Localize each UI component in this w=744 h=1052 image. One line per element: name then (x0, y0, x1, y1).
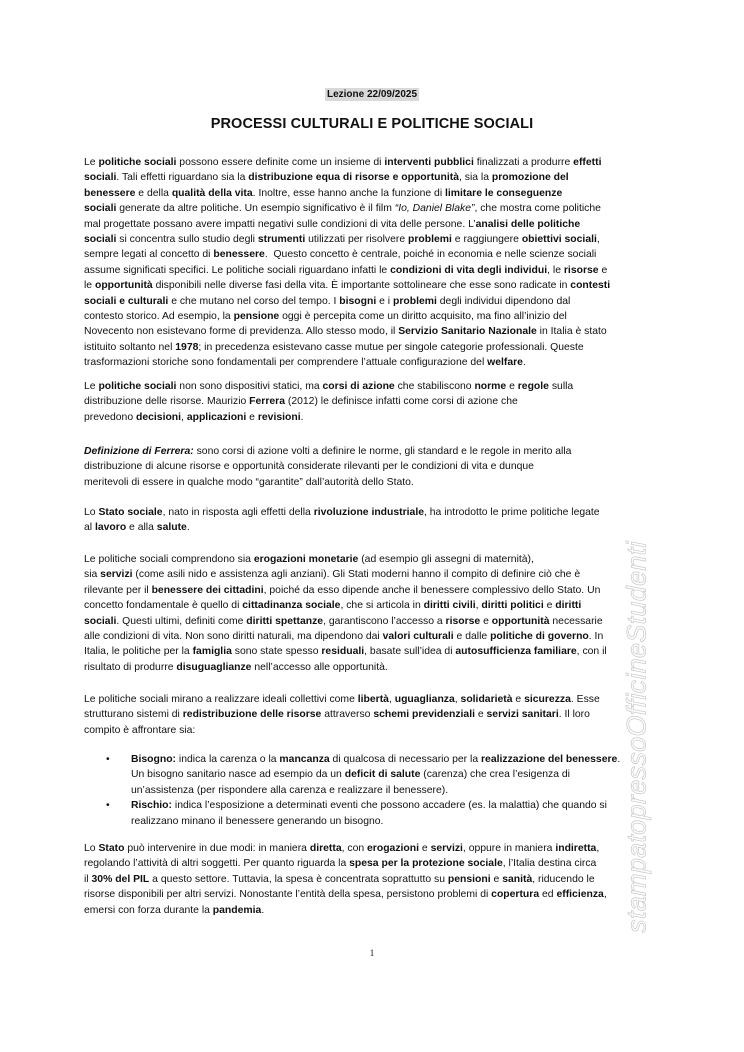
plain-text: distribuzione di alcune risorse e opportunità considerate rilevanti per le condizioni di vita e dunque (84, 461, 534, 473)
text-line (84, 309, 664, 324)
bold-text: spesa per la protezione sociale (349, 858, 503, 870)
bold-text: famiglia (192, 646, 232, 658)
bold-text: Stato sociale (98, 507, 163, 518)
bold-text: sociali (84, 233, 117, 245)
text-line (84, 394, 664, 409)
plain-text: sulla (548, 381, 574, 392)
bold-text: copertura (491, 889, 540, 901)
lesson-date-text: Lezione 22/09/2025 (326, 89, 418, 100)
bold-text: erogazioni monetarie (253, 554, 359, 565)
bold-text: bisogni (339, 295, 377, 307)
plain-text: , le (547, 264, 564, 276)
bullet-icon: • (106, 800, 110, 812)
bold-text: diritti politici (481, 600, 544, 612)
plain-text: trasformazioni storiche sono fondamentali per comprendere l’attuale configurazione del (84, 357, 488, 369)
bold-text: redistribuzione delle risorse (182, 709, 322, 721)
bold-text: benessere dei cittadini (151, 584, 264, 596)
plain-text: compito è affrontare sia: (84, 724, 196, 736)
plain-text: , ha introdotto le prime politiche legate (424, 507, 600, 518)
bold-text: salute (156, 522, 187, 534)
plain-text: di qualcosa di necessario per la (329, 754, 482, 765)
text-line (84, 170, 664, 185)
bold-text: Servizio Sanitario Nazionale (398, 326, 537, 338)
bold-text: uguaglianza (394, 694, 455, 705)
plain-text: Italia, le politiche per la (84, 646, 193, 658)
plain-text: indica l’esposizione a determinati eventi che possono accadere (es. la malattia) che quando si (172, 800, 607, 812)
bold-text: welfare (487, 357, 523, 369)
text-line (84, 201, 664, 216)
bold-text: schemi previdenziali (373, 709, 475, 721)
plain-text: rilevante per il (84, 584, 152, 596)
bold-text: valori culturali (382, 630, 454, 642)
text-line (84, 410, 664, 425)
text-line (84, 567, 664, 582)
plain-text: e (419, 843, 431, 854)
bold-text: interventi pubblici (384, 157, 474, 168)
plain-text: , con il (576, 646, 607, 658)
plain-text: e i (376, 295, 393, 307)
bold-text: opportunità (491, 615, 550, 627)
plain-text: e (506, 381, 518, 392)
list-item (106, 798, 666, 829)
text-line (84, 324, 664, 339)
plain-text: Le politiche sociali comprendono sia (84, 554, 254, 565)
text-line (84, 186, 664, 201)
paragraph-definizione-ferrera (84, 444, 664, 490)
plain-text: risorse disponibili per altri servizi. Nonostante l’entità della spesa, persistono problemi di (84, 889, 492, 901)
plain-text: a questo settore. Tuttavia, la spesa è concentrata soprattutto su (149, 873, 448, 885)
plain-text: , (181, 411, 187, 423)
plain-text: , sia la (458, 172, 492, 184)
plain-text: , con (341, 843, 368, 854)
bold-text: pensione (233, 310, 280, 322)
plain-text: Lo (84, 507, 99, 518)
plain-text: . In (588, 630, 604, 642)
bold-text: qualità della vita (171, 187, 253, 199)
paragraph-intro (84, 155, 664, 370)
plain-text: e (512, 694, 525, 705)
plain-text: , poiché da esso dipende anche il benessere complessivo dello Stato. Un (263, 584, 601, 596)
bold-text: sociali e culturali (84, 295, 169, 307)
plain-text: e (474, 709, 487, 721)
plain-text: Novecento non esistevano forme di previdenza. Allo stesso modo, il (84, 326, 399, 338)
plain-text: istituito soltanto nel (84, 341, 176, 353)
bold-text: problemi (392, 295, 437, 307)
bold-text: analisi delle politiche (475, 218, 581, 230)
bold-text: contesti (570, 280, 611, 292)
bold-text: servizi (100, 569, 133, 581)
plain-text: utilizzati per risolvere (305, 233, 409, 245)
bold-text: sociali (84, 172, 117, 184)
bold-text: obiettivi sociali (521, 233, 597, 245)
text-line (84, 723, 664, 738)
plain-text: degli individui dipendono dal (436, 295, 571, 307)
bold-text: residuali (321, 646, 365, 658)
italic-text: “Io, Daniel Blake” (394, 203, 475, 215)
text-line (131, 783, 666, 798)
text-line (84, 278, 664, 293)
plain-text: , (603, 889, 607, 901)
bold-text: regole (517, 381, 549, 392)
bold-text: diretta (309, 843, 342, 854)
plain-text: (carenza) che crea l’esigenza di (420, 769, 570, 781)
bold-text: deficit di salute (344, 769, 421, 781)
paragraph-stato-sociale (84, 505, 664, 536)
plain-text: meritevoli di essere in qualche modo “garantite” dall’autorità dello Stato. (84, 476, 414, 488)
text-line (84, 444, 664, 459)
text-line (84, 263, 664, 278)
plain-text: alle condizioni di vita. Non sono diritti naturali, ma dipendono dai (84, 630, 383, 642)
plain-text: al (84, 522, 95, 534)
plain-text: mal progettate possano avere impatti negativi sulle condizioni di vita delle persone. L’ (84, 218, 476, 230)
text-line (131, 814, 666, 829)
list-item (106, 752, 666, 798)
plain-text: e della (135, 187, 172, 199)
bold-text: risorse (445, 615, 481, 627)
bold-italic-text: Definizione di Ferrera: (84, 446, 194, 457)
plain-text: e (543, 600, 556, 612)
plain-text: risultato di produrre (84, 661, 177, 673)
bold-text: lavoro (94, 522, 127, 534)
page-number: 1 (369, 948, 375, 958)
plain-text: e dalle (453, 630, 491, 642)
plain-text: Le politiche sociali mirano a realizzare ideali collettivi come (84, 694, 358, 705)
plain-text: . Tali effetti riguardano sia la (116, 172, 249, 184)
plain-text: , garantiscono l’accesso a (323, 615, 446, 627)
bold-text: 30% del PIL (91, 873, 150, 885)
text-line (84, 459, 664, 474)
text-line (84, 232, 664, 247)
bold-text: solidarietà (460, 694, 513, 705)
bold-text: applicazioni (186, 411, 247, 423)
text-line (84, 598, 664, 613)
plain-text: e (480, 615, 492, 627)
text-line (131, 767, 666, 782)
bold-text: autosufficienza familiare (455, 646, 577, 658)
bold-text: sanità (502, 873, 533, 885)
plain-text: non sono dispositivi statici, ma (176, 381, 323, 392)
plain-text: . Questi ultimi, definiti come (116, 615, 247, 627)
plain-text: e raggiungere (451, 233, 522, 245)
plain-text: sia (84, 569, 101, 581)
text-line (84, 856, 664, 871)
plain-text: prevedono (84, 411, 136, 423)
plain-text: , (475, 600, 482, 612)
plain-text: possono essere definite come un insieme di (176, 157, 385, 168)
plain-text: necessarie (549, 615, 603, 627)
paragraph-intervento-stato (84, 841, 664, 918)
text-line (84, 692, 664, 707)
text-line (84, 841, 664, 856)
text-line (84, 247, 664, 262)
plain-text: , basate sull’idea di (364, 646, 456, 658)
plain-text: concetto fondamentale è quello di (84, 600, 243, 612)
plain-text: , oppure in maniera (462, 843, 556, 854)
text-line (84, 552, 664, 567)
bold-text: benessere (213, 249, 265, 261)
plain-text: e (490, 873, 503, 885)
plain-text: (ad esempio gli assegni di maternità), (358, 554, 534, 565)
text-line (84, 707, 664, 722)
plain-text: si concentra sullo studio degli (116, 233, 258, 245)
bold-text: servizi (430, 843, 463, 854)
plain-text: Le (84, 157, 99, 168)
plain-text: , (454, 694, 461, 705)
plain-text: ed (539, 889, 557, 901)
bold-text: 1978 (175, 341, 199, 353)
plain-text: distribuzione delle risorse. Maurizio (84, 396, 250, 408)
plain-text: e (598, 264, 608, 276)
bold-text: cittadinanza sociale (242, 600, 341, 612)
plain-text: attraverso (321, 709, 374, 721)
plain-text: Un bisogno sanitario nasce ad esempio da un (131, 769, 345, 781)
text-line (84, 294, 664, 309)
plain-text: . (186, 522, 190, 534)
plain-text: . (261, 904, 265, 916)
bold-text: libertà (357, 694, 389, 705)
bold-text: erogazioni (367, 843, 419, 854)
text-line (84, 340, 664, 355)
bold-text: Rischio: (131, 800, 172, 812)
text-line (84, 520, 664, 535)
plain-text: ; in precedenza esistevano casse mutue per singole categorie professionali. Queste (198, 341, 584, 353)
bold-text: opportunità (94, 280, 153, 292)
bold-text: politiche sociali (98, 157, 177, 168)
plain-text: . Questo concetto è centrale, poiché in economia e nelle scienze sociali (264, 249, 597, 261)
plain-text: oggi è percepita come un diritto acquisito, ma fino all’inizio del (279, 310, 567, 322)
plain-text: sempre legati al concetto di (84, 249, 214, 261)
paragraph-ideali (84, 692, 664, 738)
bold-text: diritti spettanze (246, 615, 324, 627)
text-line (84, 614, 664, 629)
bullet-list (106, 752, 666, 829)
plain-text: , (596, 233, 600, 245)
plain-text: e che mutano nel corso del tempo. I (168, 295, 340, 307)
plain-text: . (617, 754, 621, 765)
lesson-date (0, 89, 744, 100)
bold-text: corsi di azione (322, 381, 395, 392)
bold-text: diritti (555, 600, 582, 612)
bold-text: sociali (84, 203, 117, 215)
bold-text: mancanza (279, 754, 330, 765)
plain-text: Lo (84, 843, 99, 854)
plain-text: . (522, 357, 526, 369)
plain-text: (come asili nido e assistenza agli anziani). Gli Stati moderni hanno il compito di definire ciò che è (132, 569, 581, 581)
bold-text: diritti civili (423, 600, 476, 612)
plain-text: (2012) le definisce infatti come corsi di azione che (285, 396, 518, 408)
plain-text: . Esse (570, 694, 600, 705)
plain-text: nell’accesso alle opportunità. (251, 661, 388, 673)
bold-text: risorse (563, 264, 599, 276)
plain-text: sono corsi di azione volti a definire le norme, gli standard e le regole in merito alla (193, 446, 572, 457)
bold-text: servizi sanitari (486, 709, 559, 721)
plain-text: e alla (126, 522, 157, 534)
page-title: PROCESSI CULTURALI E POLITICHE SOCIALI (210, 116, 534, 132)
plain-text: sono state spesso (231, 646, 322, 658)
text-line (84, 505, 664, 520)
bold-text: politiche sociali (98, 381, 177, 392)
plain-text: assume significati specifici. Le politiche sociali riguardano infatti le (84, 264, 391, 276)
paragraph-diritti (84, 552, 664, 675)
text-line (84, 475, 664, 490)
plain-text: contesto storico. Ad esempio, la (84, 310, 234, 322)
plain-text: può intervenire in due modi: in maniera (124, 843, 310, 854)
text-line (84, 155, 664, 170)
bold-text: disuguaglianze (176, 661, 252, 673)
bold-text: condizioni di vita degli individui (390, 264, 548, 276)
text-line (84, 629, 664, 644)
text-line (84, 660, 664, 675)
plain-text: . Inoltre, esse hanno anche la funzione di (252, 187, 446, 199)
plain-text: , (596, 843, 600, 854)
plain-text: emersi con forza durante la (84, 904, 213, 916)
bold-text: limitare le conseguenze (445, 187, 563, 199)
watermark: stampatopressoOfficineStudenti (621, 541, 652, 933)
plain-text: regolando l’attività di altri soggetti. Per quanto riguarda la (84, 858, 350, 870)
bold-text: sociali (84, 615, 117, 627)
text-line (84, 903, 664, 918)
text-line (131, 798, 666, 813)
bold-text: decisioni (136, 411, 182, 423)
bullet-icon: • (106, 754, 110, 765)
bold-text: benessere (84, 187, 136, 199)
bold-text: norme (474, 381, 507, 392)
plain-text: in Italia è stato (536, 326, 607, 338)
bold-text: realizzazione del benessere (481, 754, 618, 765)
text-line (84, 583, 664, 598)
plain-text: , riducendo le (532, 873, 595, 885)
bold-text: strumenti (257, 233, 306, 245)
text-line (84, 355, 664, 370)
text-line (131, 752, 666, 767)
bold-text: indiretta (555, 843, 597, 854)
bold-text: Stato (98, 843, 125, 854)
plain-text: finalizzati a produrre (473, 157, 574, 168)
plain-text: un’assistenza (per rispondere alla carenza e realizzare il benessere). (131, 784, 449, 796)
plain-text: strutturano sistemi di (84, 709, 183, 721)
text-line (84, 217, 664, 232)
bold-text: pensioni (447, 873, 491, 885)
bold-text: rivoluzione industriale (313, 507, 424, 518)
bold-text: sicurezza (524, 694, 571, 705)
text-line (84, 872, 664, 887)
plain-text: , l’Italia destina circa (502, 858, 597, 870)
plain-text: generate da altre politiche. Un esempio significativo è il film (116, 203, 395, 215)
plain-text: disponibili nelle diverse fasi della vita. È importante sottolineare che esse sono radicate in (152, 280, 571, 292)
bold-text: Bisogno: (131, 754, 177, 765)
bold-text: Ferrera (249, 396, 285, 408)
plain-text: , nato in risposta agli effetti della (162, 507, 314, 518)
bold-text: efficienza (556, 889, 604, 901)
plain-text: indica la carenza o la (176, 754, 280, 765)
bold-text: pandemia (212, 904, 262, 916)
plain-text: e (246, 411, 258, 423)
bold-text: promozione del (491, 172, 569, 184)
plain-text: le (84, 280, 95, 292)
bold-text: distribuzione equa di risorse e opportunità (248, 172, 459, 184)
bold-text: problemi (408, 233, 452, 245)
plain-text: , che si articola in (340, 600, 424, 612)
bold-text: effetti (573, 157, 602, 168)
bold-text: politiche di governo (490, 630, 589, 642)
plain-text: realizzano minano il benessere generando un bisogno. (131, 815, 384, 827)
plain-text: il (84, 873, 92, 885)
plain-text: che stabiliscono (394, 381, 475, 392)
plain-text: , (388, 694, 395, 705)
bold-text: revisioni (257, 411, 301, 423)
text-line (84, 379, 664, 394)
text-line (84, 887, 664, 902)
plain-text: . (300, 411, 304, 423)
plain-text: , che mostra come politiche (474, 203, 601, 215)
plain-text: . Il loro (558, 709, 590, 721)
plain-text: Le (84, 381, 99, 392)
paragraph-corsi-di-azione (84, 379, 664, 425)
text-line (84, 644, 664, 659)
